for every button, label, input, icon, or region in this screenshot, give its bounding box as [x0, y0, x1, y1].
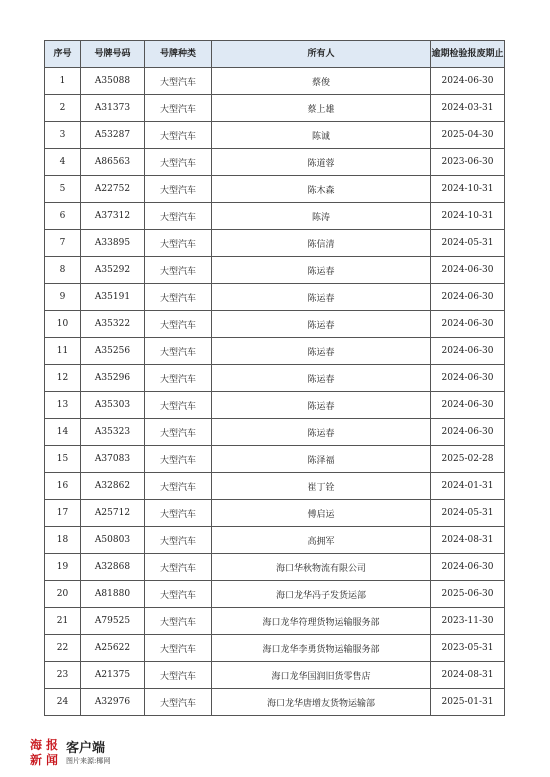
- row-index: 7: [45, 230, 81, 257]
- table-row: [45, 230, 505, 257]
- table-row: [45, 149, 505, 176]
- plate-number: A37312: [81, 203, 145, 230]
- plate-type: 大型汽车: [145, 122, 212, 149]
- owner: 陈运春: [212, 311, 431, 338]
- plate-type: 大型汽车: [145, 203, 212, 230]
- table-row: [45, 203, 505, 230]
- owner: 海口龙华冯子发货运部: [212, 581, 431, 608]
- row-index: 14: [45, 419, 81, 446]
- plate-type: 大型汽车: [145, 311, 212, 338]
- plate-number: A35256: [81, 338, 145, 365]
- plate-number: A35303: [81, 392, 145, 419]
- owner: 陈运春: [212, 284, 431, 311]
- plate-number: A33895: [81, 230, 145, 257]
- brand-footer: [28, 738, 110, 768]
- owner: 崔丁铨: [212, 473, 431, 500]
- plate-number: A79525: [81, 608, 145, 635]
- table-row: [45, 392, 505, 419]
- owner: 陈运春: [212, 365, 431, 392]
- row-index: 3: [45, 122, 81, 149]
- deadline: 2023-05-31: [431, 635, 505, 662]
- plate-type: 大型汽车: [145, 581, 212, 608]
- owner: 蔡俊: [212, 68, 431, 95]
- owner: 傅启运: [212, 500, 431, 527]
- deadline: 2024-06-30: [431, 257, 505, 284]
- row-index: 8: [45, 257, 81, 284]
- logo-char: 海: [29, 738, 42, 752]
- owner: 陈涛: [212, 203, 431, 230]
- haibao-logo: [28, 738, 60, 768]
- plate-type: 大型汽车: [145, 230, 212, 257]
- table-body: [45, 68, 505, 716]
- table-row: [45, 338, 505, 365]
- header-deadline: 逾期检验报废期止: [431, 41, 505, 68]
- table-row: [45, 581, 505, 608]
- brand-text: [66, 741, 110, 766]
- row-index: 21: [45, 608, 81, 635]
- row-index: 9: [45, 284, 81, 311]
- row-index: 23: [45, 662, 81, 689]
- owner: 海口华秋物流有限公司: [212, 554, 431, 581]
- table-row: [45, 608, 505, 635]
- deadline: 2023-06-30: [431, 149, 505, 176]
- deadline: 2025-02-28: [431, 446, 505, 473]
- row-index: 2: [45, 95, 81, 122]
- table-row: [45, 446, 505, 473]
- owner: 陈运春: [212, 419, 431, 446]
- owner: 陈泽福: [212, 446, 431, 473]
- plate-number: A35191: [81, 284, 145, 311]
- row-index: 18: [45, 527, 81, 554]
- table-row: [45, 473, 505, 500]
- owner: 陈运春: [212, 257, 431, 284]
- plate-number: A25712: [81, 500, 145, 527]
- owner: 高拥军: [212, 527, 431, 554]
- row-index: 17: [45, 500, 81, 527]
- plate-number: A35088: [81, 68, 145, 95]
- plate-number: A35322: [81, 311, 145, 338]
- owner: 陈信清: [212, 230, 431, 257]
- plate-type: 大型汽车: [145, 500, 212, 527]
- owner: 海口龙华李勇货物运输服务部: [212, 635, 431, 662]
- plate-type: 大型汽车: [145, 68, 212, 95]
- table-row: [45, 284, 505, 311]
- plate-number: A37083: [81, 446, 145, 473]
- table-row: [45, 176, 505, 203]
- logo-char: 报: [45, 738, 58, 752]
- table-row: [45, 365, 505, 392]
- owner: 陈木森: [212, 176, 431, 203]
- plate-type: 大型汽车: [145, 662, 212, 689]
- deadline: 2024-10-31: [431, 176, 505, 203]
- table-row: [45, 311, 505, 338]
- plate-type: 大型汽车: [145, 608, 212, 635]
- deadline: 2024-06-30: [431, 392, 505, 419]
- plate-type: 大型汽车: [145, 149, 212, 176]
- table-row: [45, 689, 505, 716]
- plate-type: 大型汽车: [145, 176, 212, 203]
- plate-type: 大型汽车: [145, 554, 212, 581]
- vehicle-table: [44, 40, 505, 716]
- deadline: 2024-06-30: [431, 554, 505, 581]
- row-index: 16: [45, 473, 81, 500]
- plate-type: 大型汽车: [145, 419, 212, 446]
- row-index: 22: [45, 635, 81, 662]
- plate-number: A35292: [81, 257, 145, 284]
- plate-number: A31373: [81, 95, 145, 122]
- owner: 陈道蓉: [212, 149, 431, 176]
- row-index: 10: [45, 311, 81, 338]
- header-owner: 所有人: [212, 41, 431, 68]
- header-index: 序号: [45, 41, 81, 68]
- plate-number: A32862: [81, 473, 145, 500]
- table-row: [45, 500, 505, 527]
- table-row: [45, 527, 505, 554]
- brand-name: 客户端: [66, 740, 106, 756]
- row-index: 4: [45, 149, 81, 176]
- header-row: [45, 41, 505, 68]
- deadline: 2025-04-30: [431, 122, 505, 149]
- plate-type: 大型汽车: [145, 527, 212, 554]
- row-index: 12: [45, 365, 81, 392]
- plate-number: A53287: [81, 122, 145, 149]
- plate-type: 大型汽车: [145, 392, 212, 419]
- deadline: 2024-03-31: [431, 95, 505, 122]
- deadline: 2024-05-31: [431, 500, 505, 527]
- deadline: 2024-06-30: [431, 365, 505, 392]
- plate-number: A81880: [81, 581, 145, 608]
- table-row: [45, 635, 505, 662]
- deadline: 2024-06-30: [431, 68, 505, 95]
- deadline: 2024-10-31: [431, 203, 505, 230]
- row-index: 13: [45, 392, 81, 419]
- plate-number: A32976: [81, 689, 145, 716]
- header-plate-number: 号牌号码: [81, 41, 145, 68]
- plate-number: A50803: [81, 527, 145, 554]
- deadline: 2024-06-30: [431, 311, 505, 338]
- deadline: 2024-01-31: [431, 473, 505, 500]
- owner: 陈运春: [212, 338, 431, 365]
- deadline: 2024-08-31: [431, 662, 505, 689]
- header-plate-type: 号牌种类: [145, 41, 212, 68]
- owner: 陈运春: [212, 392, 431, 419]
- row-index: 11: [45, 338, 81, 365]
- plate-type: 大型汽车: [145, 446, 212, 473]
- plate-number: A22752: [81, 176, 145, 203]
- deadline: 2024-08-31: [431, 527, 505, 554]
- plate-number: A86563: [81, 149, 145, 176]
- table-row: [45, 122, 505, 149]
- row-index: 1: [45, 68, 81, 95]
- table-row: [45, 95, 505, 122]
- table-header: [45, 41, 505, 68]
- plate-type: 大型汽车: [145, 365, 212, 392]
- owner: 海口龙华国润旧货零售店: [212, 662, 431, 689]
- row-index: 24: [45, 689, 81, 716]
- owner: 海口龙华符理货物运输服务部: [212, 608, 431, 635]
- plate-number: A25622: [81, 635, 145, 662]
- deadline: 2024-05-31: [431, 230, 505, 257]
- table-row: [45, 662, 505, 689]
- image-source: 图片来源:椰网: [66, 756, 111, 765]
- owner: 蔡上雄: [212, 95, 431, 122]
- table-row: [45, 68, 505, 95]
- deadline: 2024-06-30: [431, 284, 505, 311]
- plate-number: A32868: [81, 554, 145, 581]
- table-row: [45, 419, 505, 446]
- plate-type: 大型汽车: [145, 338, 212, 365]
- owner: 海口龙华唐增友货物运输部: [212, 689, 431, 716]
- deadline: 2025-01-31: [431, 689, 505, 716]
- plate-number: A21375: [81, 662, 145, 689]
- plate-type: 大型汽车: [145, 284, 212, 311]
- logo-char: 闻: [45, 753, 58, 767]
- row-index: 19: [45, 554, 81, 581]
- logo-char: 新: [29, 753, 42, 767]
- row-index: 15: [45, 446, 81, 473]
- plate-type: 大型汽车: [145, 257, 212, 284]
- plate-number: A35296: [81, 365, 145, 392]
- plate-type: 大型汽车: [145, 95, 212, 122]
- plate-number: A35323: [81, 419, 145, 446]
- row-index: 5: [45, 176, 81, 203]
- table-row: [45, 257, 505, 284]
- owner: 陈诚: [212, 122, 431, 149]
- deadline: 2024-06-30: [431, 419, 505, 446]
- table-row: [45, 554, 505, 581]
- plate-type: 大型汽车: [145, 635, 212, 662]
- deadline: 2025-06-30: [431, 581, 505, 608]
- plate-type: 大型汽车: [145, 473, 212, 500]
- deadline: 2024-06-30: [431, 338, 505, 365]
- row-index: 20: [45, 581, 81, 608]
- plate-type: 大型汽车: [145, 689, 212, 716]
- deadline: 2023-11-30: [431, 608, 505, 635]
- row-index: 6: [45, 203, 81, 230]
